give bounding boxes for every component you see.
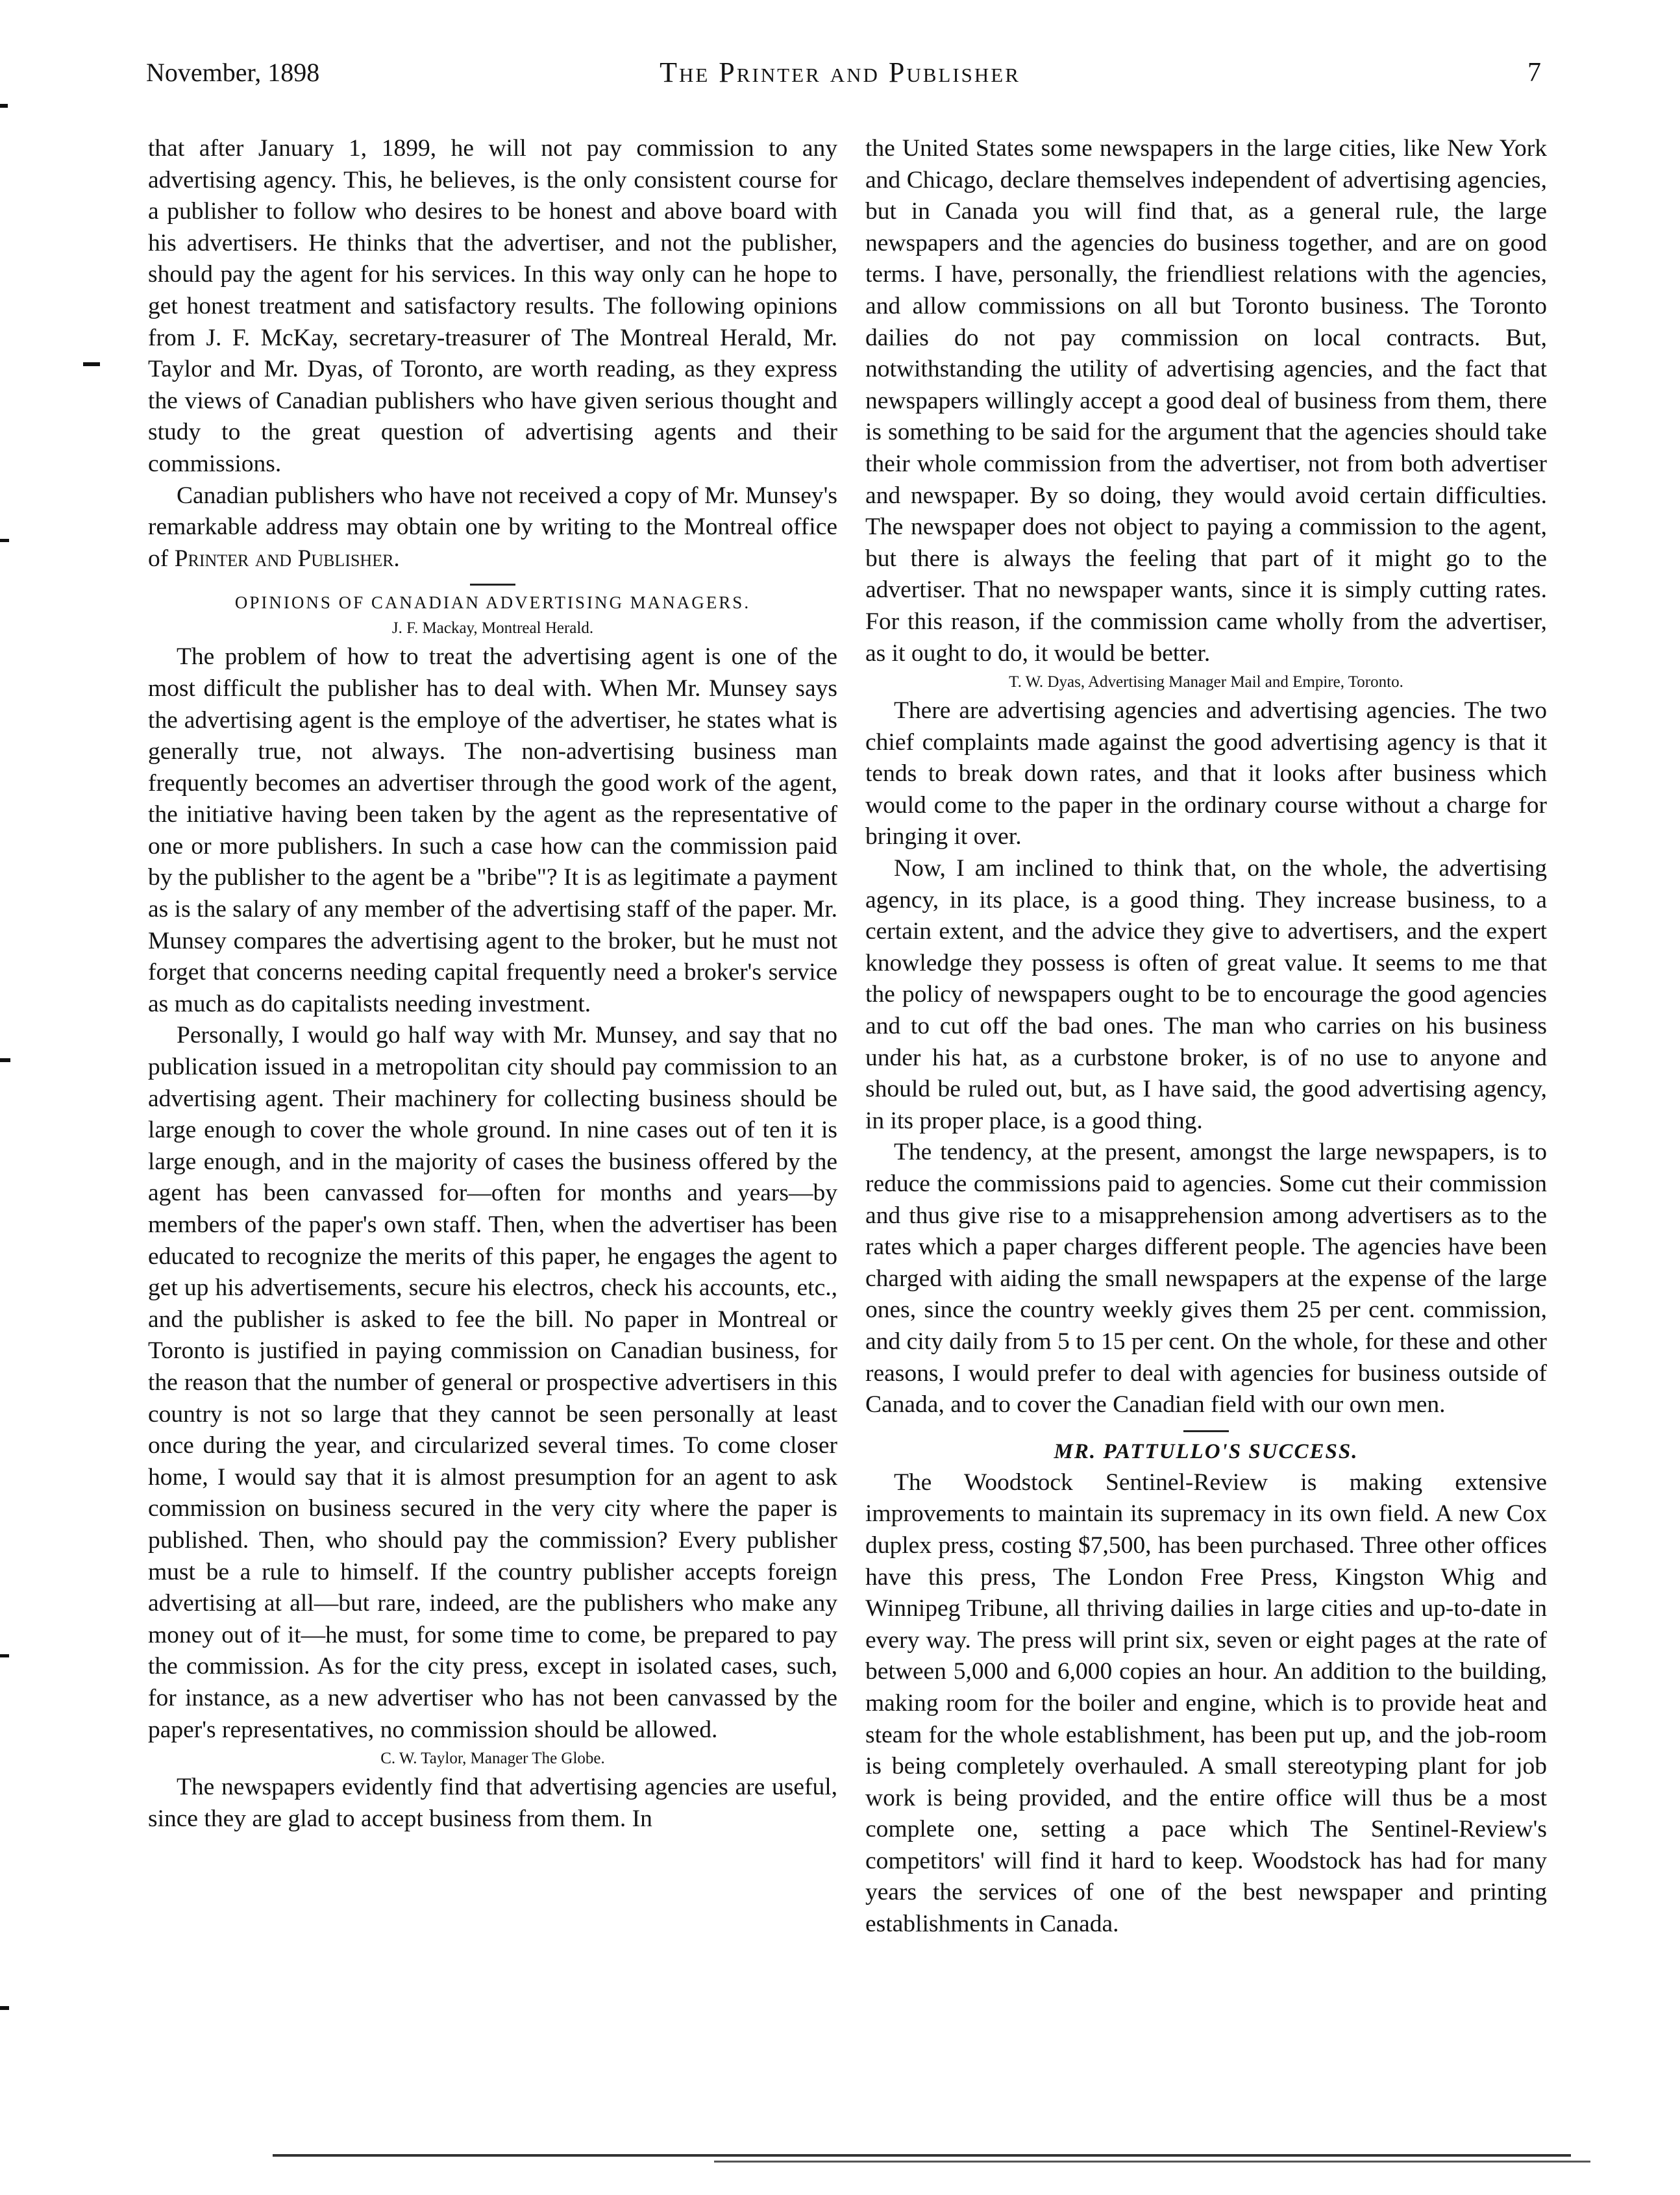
margin-mark [0,539,9,542]
paragraph: the United States some newspapers in the large cities, like New York and Chicago, declare themselves independent of advertising agencies, but in Canada you will find that, as a general rule, the large newspapers and the agencies do business together, and are on good terms. I have, personally, the friendliest relations with the agencies, and allow commissions on all but Toronto business. The Toronto dailies do not pay commission on local contracts. But, notwithstanding the utility of advertising agencies, and the fact that newspapers willingly accept a good deal of business from them, there is something to be said for the argument that the agencies should take their whole commission from the advertiser, not from both advertiser and newspaper. By so doing, they would avoid certain difficulties. The newspaper does not object to paying a commission to the agent, but there is always the feeling that part of it might go to the advertiser. That no newspaper wants, since it is simply cutting rates. For this reason, if the commission came wholly from the advertiser, as it ought to do, it would be better. [865,135,1547,667]
margin-mark [0,1654,9,1657]
byline: T. W. Dyas, Advertising Manager Mail and Empire, Toronto. [1009,673,1403,691]
paragraph-text: Canadian publishers who have not received a copy of Mr. Munsey's remarkable address may obtain one by writing to the Montreal office of [148,482,837,572]
margin-mark [0,104,8,108]
paragraph [148,480,837,575]
issue-date: November, 1898 [146,58,320,87]
page-number: 7 [1527,58,1541,88]
margin-mark [0,1058,10,1062]
publication-name: Printer and Publisher. [174,545,400,572]
page-header [0,0,1680,97]
byline: J. F. Mackay, Montreal Herald. [391,619,594,638]
margin-mark [83,362,100,366]
article-headline: MR. PATTULLO'S SUCCESS. [1054,1439,1359,1463]
paragraph: Now, I am inclined to think that, on the whole, the advertising agency, in its place, is a good thing. They increase business, to a certain extent, and the advice they give to advertisers, and the expert knowledge they possess is often of great value. It seems to me that the policy of newspapers ought to be to encourage the good agencies and to cut off the bad ones. The man who carries on his business under his hat, as a curbstone broker, is of no use to anyone and should be ruled out, but, as I have said, the good advertising agency, in its proper place, is a good thing. [865,855,1547,1134]
paragraph: Personally, I would go half way with Mr. Munsey, and say that no publication issued in a metropolitan city should pay commission to an advertising agent. Their machinery for collecting business should be large enough to cover the whole ground. In nine cases out of ten it is large enough, and in the majority of cases the business offered by the agent has been canvassed for—often for months and years—by members of the paper's own staff. Then, when the advertiser has been educated to recognize the merits of this paper, he engages the agent to get up his advertisements, secure his electros, check his accounts, etc., and the publisher is asked to fee the bill. No paper in Montreal or Toronto is justified in paying commission on Canadian business, for the reason that the number of general or prospective advertisers in this country is not so large that they cannot be seen personally at least once during the year, and circularized several times. To come closer home, I would say that it is almost presumption for an agent to ask commission on business secured in the very city where the paper is published. Then, who should pay the commission? Every publisher must be a rule to himself. If the country publisher accepts foreign advertising at all—but rare, indeed, are the publishers who make any money out of it—he must, for some time to come, be prepared to pay the commission. As for the city press, except in isolated cases, such, for instance, as a new advertiser who has not been canvassed by the paper's representatives, no commission should be allowed. [148,1022,837,1743]
right-column [865,133,1547,1941]
left-column [148,133,837,1835]
bottom-rule [273,2154,1571,2157]
paragraph: The tendency, at the present, amongst the large newspapers, is to reduce the commissions paid to agencies. Some cut their commission and thus give rise to a misapprehension among advertisers as to the rates which a paper charges different people. The agencies have been charged with aiding the small newspapers at the expense of the large ones, since the country weekly gives them 25 per cent. commission, and city daily from 5 to 15 per cent. On the whole, for these and other reasons, I would prefer to deal with agencies for business outside of Canada, and to cover the Canadian field with our own men. [865,1139,1547,1419]
section-title: OPINIONS OF CANADIAN ADVERTISING MANAGERS. [234,593,751,613]
paragraph: There are advertising agencies and advertising agencies. The two chief complaints made against the good advertising agency is that it tends to break down rates, and that it looks after business which would come to the paper in the ordinary course without a charge for bringing it over. [865,697,1547,850]
paragraph: The Woodstock Sentinel-Review is making extensive improvements to maintain its supremacy in its own field. A new Cox duplex press, costing $7,500, has been purchased. Three other offices have this press, The London Free Press, Kingston Whig and Winnipeg Tribune, all thriving dailies in large cities and up-to-date in every way. The press will print six, seven or eight pages at the rate of between 5,000 and 6,000 copies an hour. An addition to the building, making room for the boiler and engine, which is to provide heat and steam for the whole establishment, has been put up, and the job-room is being completely overhauled. A small stereotyping plant for job work is being provided, and the entire office will thus be a most complete one, setting a pace which The Sentinel-Review's competitors' will find it hard to keep. Woodstock has had for many years the services of one of the best newspaper and printing establishments in Canada. [865,1469,1547,1938]
margin-mark [0,2006,9,2010]
paragraph: that after January 1, 1899, he will not pay commission to any advertising agency. This, he believes, is the only consistent course for a publisher to follow who desires to be honest and above board with his advertisers. He thinks that the advertiser, and not the publisher, should pay the agent for his services. In this way only can he hope to get honest treatment and satisfactory results. The following opinions from J. F. McKay, secretary-treasurer of The Montreal Herald, Mr. Taylor and Mr. Dyas, of Toronto, are worth reading, as they express the views of Canadian publishers who have given serious thought and study to the great question of advertising agents and their commissions. [148,135,837,477]
section-rule [470,584,515,586]
publication-title: The Printer and Publisher [660,56,1020,88]
paragraph: The newspapers evidently find that advertising agencies are useful, since they are glad to accept business from them. In [148,1774,837,1832]
paragraph: The problem of how to treat the advertising agent is one of the most difficult the publisher has to deal with. When Mr. Munsey says the advertising agent is the employe of the advertiser, he states what is generally true, not always. The non-advertising business man frequently becomes an advertiser through the good work of the agent, the initiative having been taken by the agent as the representative of one or more publishers. In such a case how can the commission paid by the publisher to the agent be a "bribe"? It is as legitimate a payment as is the salary of any member of the advertising staff of the paper. Mr. Munsey compares the advertising agent to the broker, but he must not forget that concerns needing capital frequently need a broker's service as much as do capitalists needing investment. [148,643,837,1017]
section-rule [1183,1430,1229,1432]
byline: C. W. Taylor, Manager The Globe. [380,1750,605,1768]
bottom-rule [714,2161,1590,2163]
